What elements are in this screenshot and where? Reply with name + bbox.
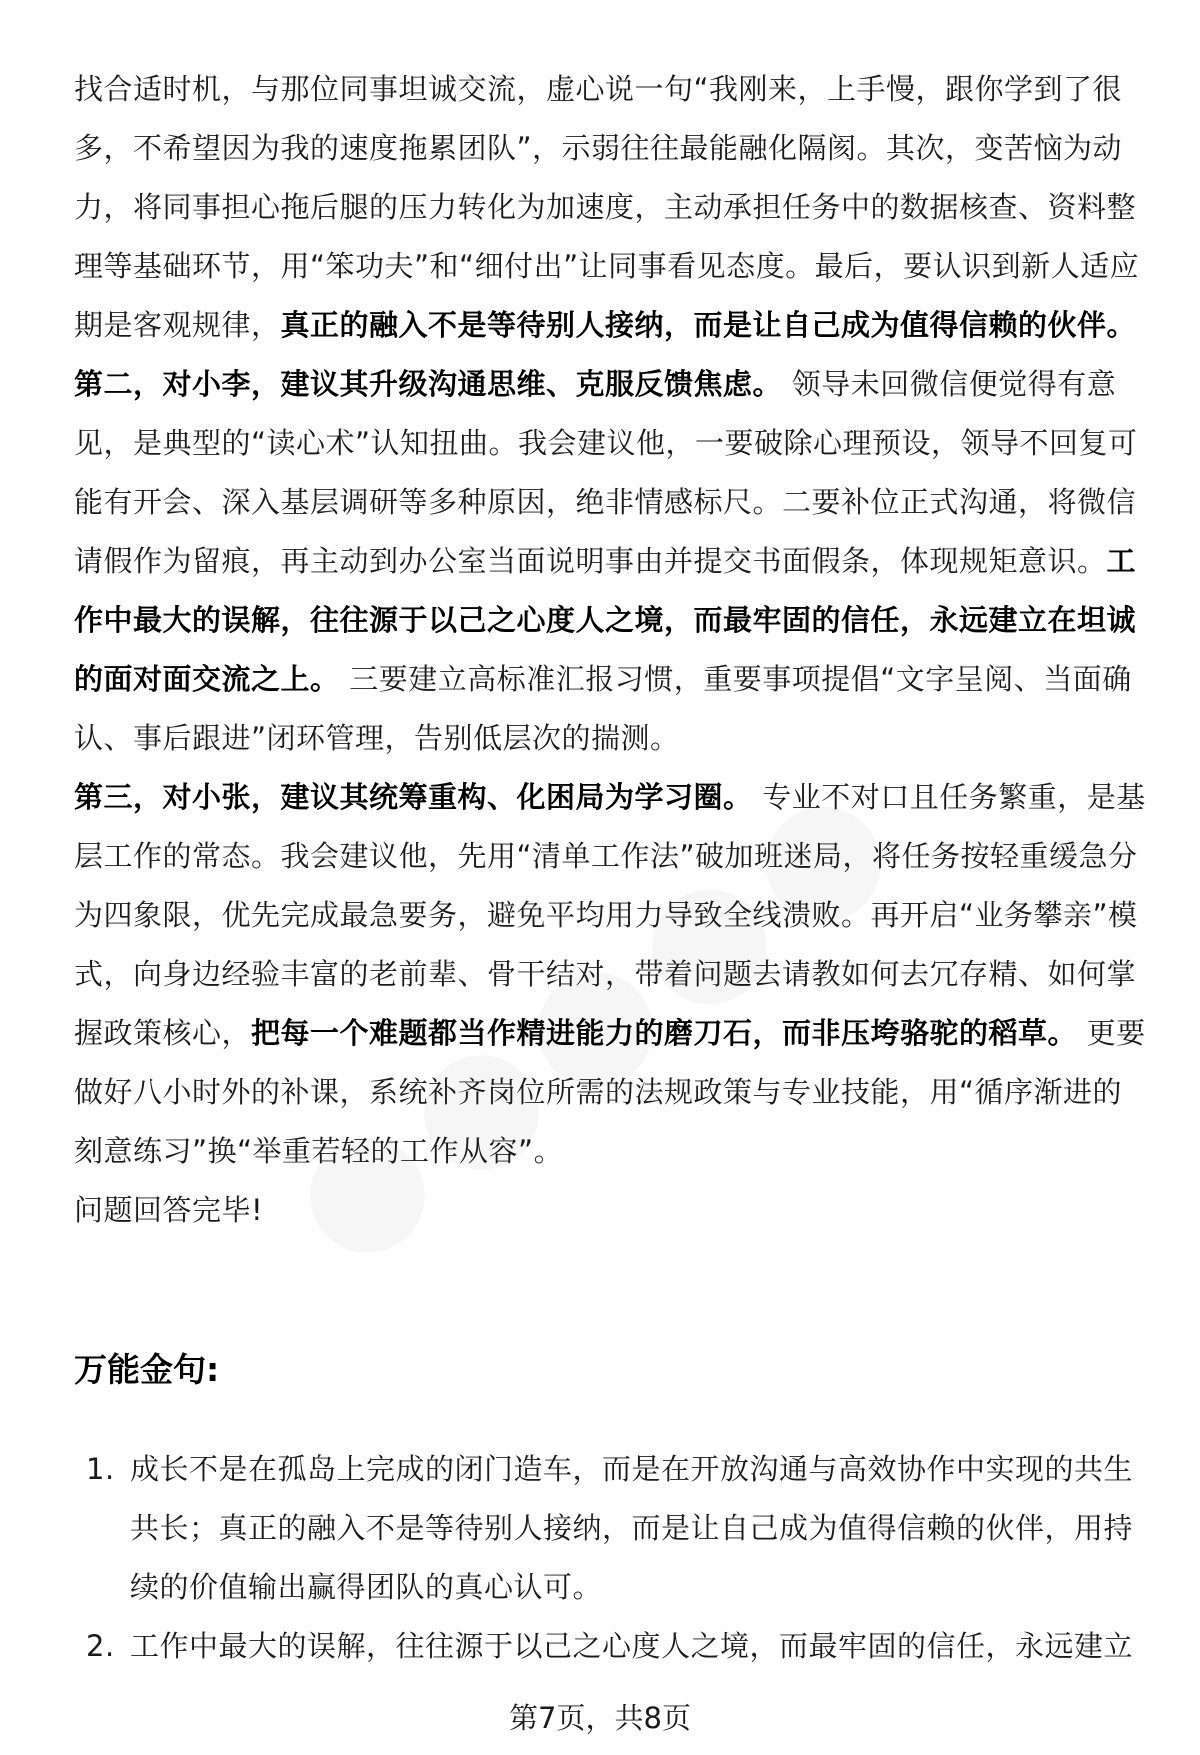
bold-text: 第三，对小张，建议其统筹重构、化困局为学习圈。: [74, 780, 753, 814]
paragraph: [74, 60, 1150, 355]
body-text: [74, 60, 1150, 1240]
text-run: 领导未回微信便觉得有意见，是典型的“读心术”认知扭曲。我会建议他，一要破除心理预设，领导不回复可能有开会、深入基层调研等多种原因，绝非情感标尺。二要补位正式沟通，将微信请假作为留痕，再主动到办公室当面说明事由并提交书面假条，体现规矩意识。: [74, 367, 1138, 578]
text-run: 找合适时机，与那位同事坦诚交流，虚心说一句“我刚来，上手慢，跟你学到了很多，不希望因为我的速度拖累团队”，示弱往往最能融化隔阂。其次，变苦恼为动力，将同事担心拖后腿的压力转化为加速度，主动承担任务中的数据核查、资料整理等基础环节，用“笨功夫”和“细付出”让同事看见态度。最后，要认识到新人适应期是客观规律，: [74, 72, 1140, 342]
paragraph: [74, 355, 1150, 768]
quote-text: 成长不是在孤岛上完成的闭门造车，而是在开放沟通与高效协作中实现的共生共长；真正的融入不是等待别人接纳，而是让自己成为值得信赖的伙伴，用持续的价值输出赢得团队的真心认可。: [130, 1452, 1134, 1604]
text-run: 专业不对口且任务繁重，是基层工作的常态。我会建议他，先用“清单工作法”破加班迷局，将任务按轻重缓急分为四象限，优先完成最急要务，避免平均用力导致全线溃败。再开启“业务攀亲”模式，向身边经验丰富的老前辈、骨干结对，带着问题去请教如何去冗存精、如何掌握政策核心，: [74, 780, 1146, 1050]
quote-item: [74, 1440, 1150, 1617]
bold-text: 真正的融入不是等待别人接纳，而是让自己成为值得信赖的伙伴。: [280, 308, 1137, 342]
paragraph: [74, 768, 1150, 1181]
quote-item: [74, 1617, 1150, 1676]
text-run: 三要建立高标准汇报习惯，重要事项提倡“文字呈阅、当面确认、事后跟进”闭环管理，告别低层次的揣测。: [74, 662, 1132, 755]
section-heading: 万能金句:: [74, 1350, 220, 1389]
quote-number: 1.: [86, 1452, 115, 1486]
page-footer: 第7页，共8页: [509, 1701, 691, 1735]
text-run: 问题回答完毕!: [74, 1193, 264, 1227]
text-run: 更要做好八小时外的补课，系统补齐岗位所需的法规政策与专业技能，用“循序渐进的刻意练习”换“举重若轻的工作从容”。: [74, 1016, 1146, 1168]
bold-text: 工作中最大的误解，往往源于以己之心度人之境，而最牢固的信任，永远建立在坦诚的面对面交流之上。: [74, 544, 1137, 696]
bold-text: 第二，对小李，建议其升级沟通思维、克服反馈焦虑。: [74, 367, 783, 401]
quote-number: 2.: [86, 1629, 115, 1663]
bold-text: 把每一个难题都当作精进能力的磨刀石，而非压垮骆驼的稻草。: [251, 1016, 1078, 1050]
quote-list: [74, 1440, 1150, 1676]
paragraph: [74, 1181, 1150, 1240]
quote-text: 工作中最大的误解，往往源于以己之心度人之境，而最牢固的信任，永远建立: [130, 1629, 1134, 1663]
